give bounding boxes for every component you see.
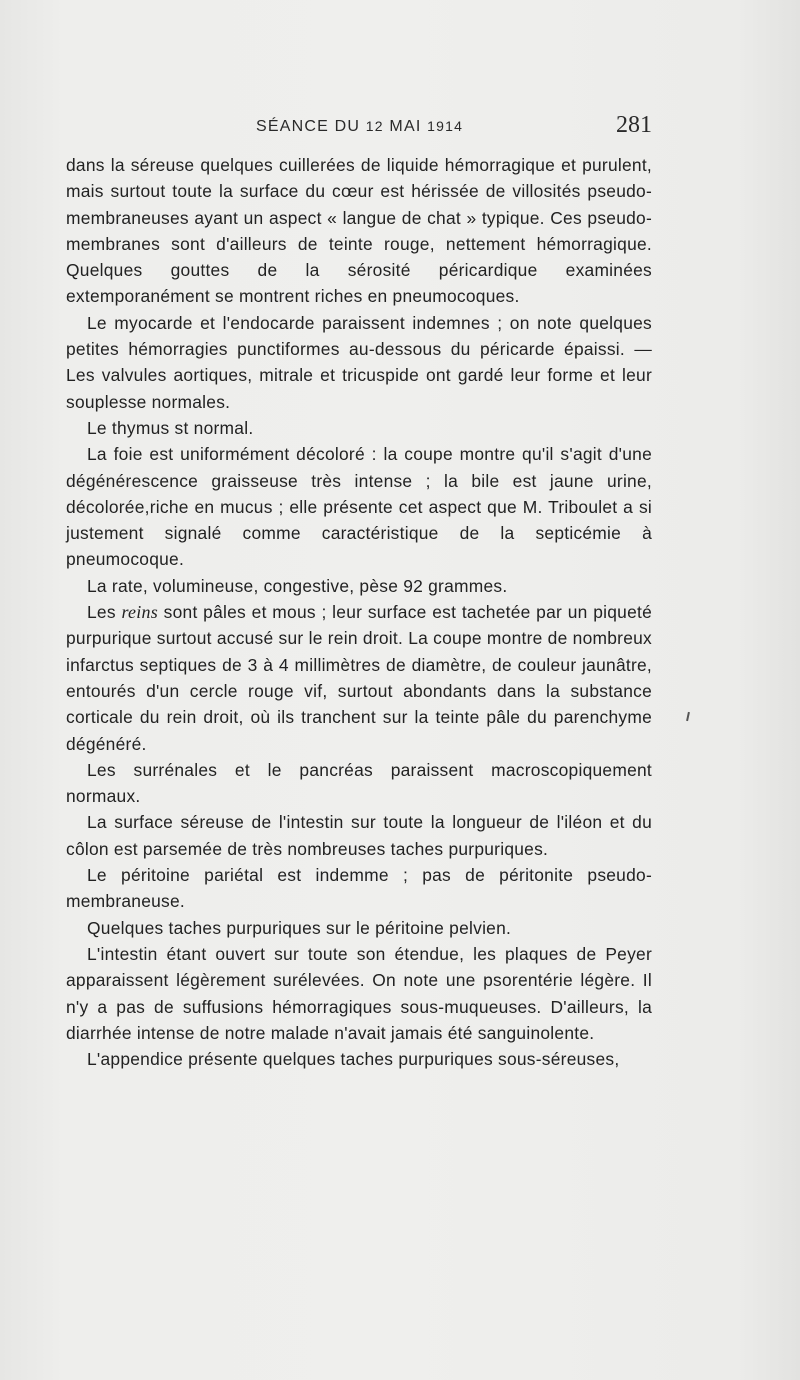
paragraph-peritoneum: Le péritoine pariétal est indemme ; pas de péritonite pseudo-membraneuse. (66, 865, 652, 912)
running-title-month: MAI (383, 118, 428, 135)
paragraph-thymus: Le thymus st normal. (87, 417, 254, 438)
paragraph-liver: La foie est uniformément décoloré : la coupe montre qu'il s'agit d'une dégénérescence graisseuse très intense ; la bile est jaune urine, décolorée,riche en mucus ; elle présente cet aspect que M. Triboulet a si justement signalé comme caractéristique de la septicémie à pneumocoque. (66, 444, 652, 570)
paragraph-myocardium: Le myocarde et l'endocarde paraissent indemnes ; on note quelques petites hémorragies punctiformes au-dessous du péricarde épaissi. — Les valvules aortiques, mitrale et tricuspide ont gardé leur forme et leur souplesse normales. (66, 312, 652, 412)
paragraph-pelvic-peritoneum: Quelques taches purpuriques sur le péritoine pelvien. (87, 917, 512, 938)
paragraph-spleen: La rate, volumineuse, congestive, pèse 92 grammes. (87, 575, 508, 596)
kidneys-lead: Les (87, 602, 122, 623)
paragraph-intestine-opened: L'intestin étant ouvert sur toute son étendue, les plaques de Peyer apparaissent légèrement surélevées. On note une psorentérie légère. Il n'y a pas de suffusions hémorragiques sous-muqueuses. D'ailleurs, la diarrhée intense de notre malade n'avait jamais été sanguinolente. (66, 943, 652, 1043)
paragraph-appendix: L'appendice présente quelques taches purpuriques sous-séreuses, (87, 1049, 620, 1070)
paragraph-pericardium: dans la séreuse quelques cuillerées de liquide hémorragique et purulent, mais surtout toute la surface du cœur est hérissée de villosités pseudo-membraneuses ayant un aspect « langue de chat » typique. Ces pseudo-membranes sont d'ailleurs de teinte rouge, nettement hémorragique. Quelques gouttes de la sérosité péricardique examinées extemporanément se montrent riches en pneumocoques. (66, 155, 652, 307)
kidneys-text: sont pâles et mous ; leur surface est tachetée par un piqueté purpurique surtout accusé sur le rein droit. La coupe montre de nombreux infarctus septiques de 3 à 4 millimètres de diamètre, de couleur jaunâtre, entourés d'un cercle rouge vif, surtout abondants dans la substance corticale du rein droit, où ils tranchent sur la teinte pâle du parenchyme dégénéré. (66, 602, 653, 754)
paragraph-intestine-serosa: La surface séreuse de l'intestin sur toute la longueur de l'iléon et du côlon est parsemée de très nombreuses taches purpuriques. (66, 812, 652, 859)
running-title (256, 118, 463, 136)
running-head (66, 112, 652, 142)
running-title-seance: SÉANCE DU (256, 118, 366, 135)
running-title-day: 12 (365, 118, 384, 134)
kidneys-italic-word: reins (121, 602, 159, 623)
margin-mark (686, 712, 690, 721)
running-title-year: 1914 (427, 118, 464, 134)
paragraph-kidneys (66, 599, 652, 757)
paragraph-adrenals: Les surrénales et le pancréas paraissent macroscopiquement normaux. (66, 759, 652, 807)
body-text (66, 152, 652, 1072)
page-number: 281 (616, 112, 652, 138)
